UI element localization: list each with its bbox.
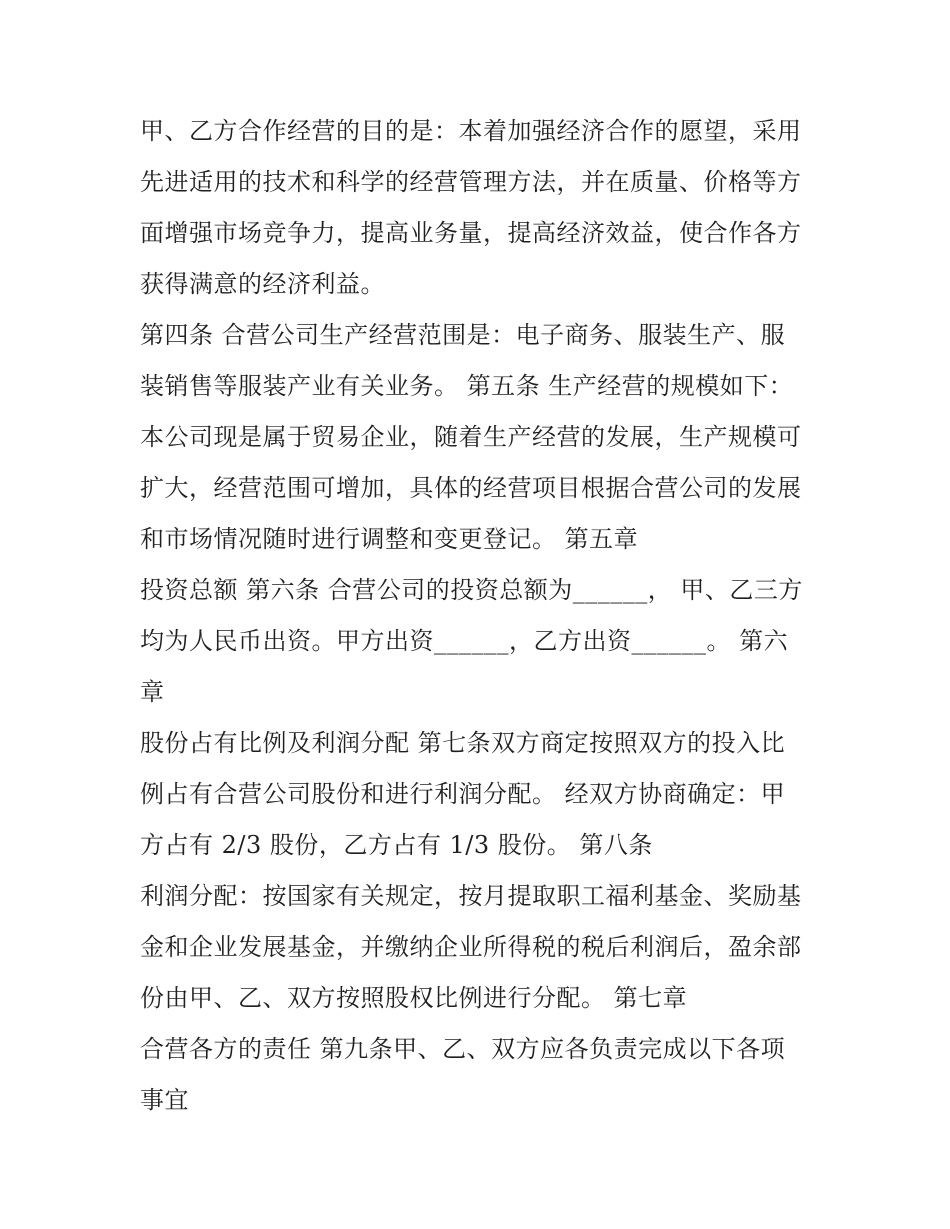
- text-line: 甲、乙方合作经营的目的是：本着加强经济合作的愿望，采用: [140, 117, 802, 145]
- text-line: 股份占有比例及利润分配 第七条双方商定按照双方的投入比: [140, 729, 786, 757]
- text-line: 份由甲、乙、双方按照股权比例进行分配。 第七章: [140, 984, 688, 1012]
- text-line: 章: [140, 678, 165, 706]
- text-line: 合营各方的责任 第九条甲、乙、双方应各负责完成以下各项: [140, 1035, 786, 1063]
- text-line: 扩大，经营范围可增加，具体的经营项目根据合营公司的发展: [140, 474, 802, 502]
- text-line: 和市场情况随时进行调整和变更登记。 第五章: [140, 525, 639, 553]
- text-line: 事宜: [140, 1086, 189, 1114]
- text-line: 均为人民币出资。甲方出资______，乙方出资______。 第六: [140, 627, 789, 655]
- text-line: 利润分配：按国家有关规定，按月提取职工福利基金、奖励基: [140, 882, 802, 910]
- text-line: 面增强市场竞争力，提高业务量，提高经济效益，使合作各方: [140, 219, 802, 247]
- text-line: 金和企业发展基金，并缴纳企业所得税的税后利润后，盈余部: [140, 933, 802, 961]
- text-line: 投资总额 第六条 合营公司的投资总额为______， 甲、乙三方: [140, 576, 803, 604]
- text-line: 获得满意的经济利益。: [140, 270, 385, 298]
- text-line: 本公司现是属于贸易企业，随着生产经营的发展，生产规模可: [140, 423, 802, 451]
- text-line: 例占有合营公司股份和进行利润分配。 经双方协商确定：甲: [140, 780, 786, 808]
- text-line: 第四条 合营公司生产经营范围是：电子商务、服装生产、服: [140, 321, 786, 349]
- text-line: 方占有 2/3 股份，乙方占有 1/3 股份。 第八条: [140, 831, 653, 859]
- text-line: 先进适用的技术和科学的经营管理方法，并在质量、价格等方: [140, 168, 802, 196]
- document-body: [140, 106, 820, 1126]
- text-line: 装销售等服装产业有关业务。 第五条 生产经营的规模如下：: [140, 372, 794, 400]
